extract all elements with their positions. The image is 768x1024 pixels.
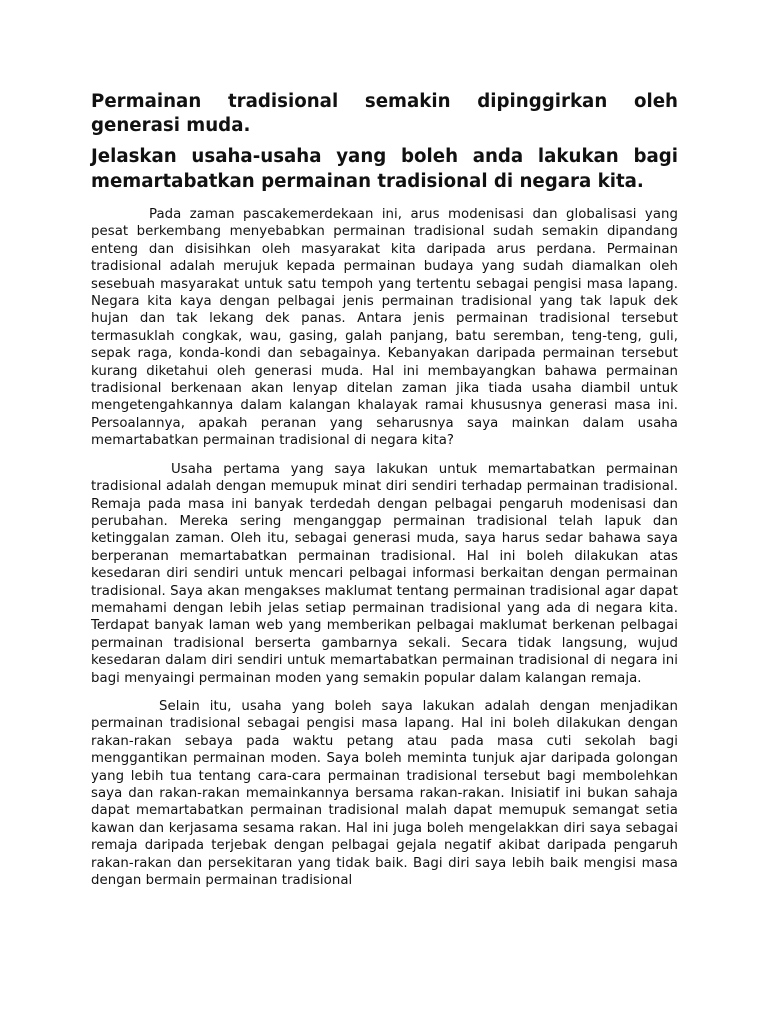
paragraph-point-two: Selain itu, usaha yang boleh saya lakukan adalah dengan menjadikan permainan tradisional sebagai pengisi masa lapang. Hal ini boleh dilakukan dengan rakan-rakan sebaya pada waktu petang atau pada masa cuti sekolah bagi menggantikan permainan moden. Saya boleh meminta tunjuk ajar daripada golongan yang lebih tua tentang cara-cara permainan tradisional tersebut bagi membolehkan saya dan rakan-rakan memainkannya bersama rakan-rakan. Inisiatif ini bukan sahaja dapat memartabatkan permainan tradisional malah dapat memupuk semangat setia kawan dan kerjasama sesama rakan. Hal ini juga boleh mengelakkan diri saya sebagai remaja daripada terjebak dengan pelbagai gejala negatif akibat daripada pengaruh rakan-rakan dan persekitaran yang tidak baik. Bagi diri saya lebih baik mengisi masa dengan bermain permainan tradisional [91, 698, 678, 889]
paragraph-introduction: Pada zaman pascakemerdekaan ini, arus modenisasi dan globalisasi yang pesat berkembang menyebabkan permainan tradisional sudah semakin dipandang enteng dan disisihkan oleh masyarakat kita daripada arus perdana. Permainan tradisional adalah merujuk kepada permainan budaya yang sudah diamalkan oleh sesebuah masyarakat untuk satu tempoh yang tertentu sebagai pengisi masa lapang. Negara kita kaya dengan pelbagai jenis permainan tradisional yang tak lapuk dek hujan dan tak lekang dek panas. Antara jenis permainan tradisional tersebut termasuklah congkak, wau, gasing, galah panjang, batu seremban, teng-teng, guli, sepak raga, konda-kondi dan sebagainya. Kebanyakan daripada permainan tersebut kurang diketahui oleh generasi muda. Hal ini membayangkan bahawa permainan tradisional berkenaan akan lenyap ditelan zaman jika tiada usaha diambil untuk mengetengahkannya dalam kalangan khalayak ramai khususnya generasi masa ini. Persoalannya, apakah peranan yang seharusnya saya mainkan dalam usaha memartabatkan permainan tradisional di negara kita? [91, 207, 678, 449]
paragraph-point-one: Usaha pertama yang saya lakukan untuk memartabatkan permainan tradisional adalah dengan memupuk minat diri sendiri terhadap permainan tradisional. Remaja pada masa ini banyak terdedah dengan pelbagai pengaruh modenisasi dan perubahan. Mereka sering menganggap permainan tradisional telah lapuk dan ketinggalan zaman. Oleh itu, sebagai generasi muda, saya harus sedar bahawa saya berperanan memartabatkan permainan tradisional. Hal ini boleh dilakukan atas kesedaran diri sendiri untuk mencari pelbagai informasi berkaitan dengan permainan tradisional. Saya akan mengakses maklumat tentang permainan tradisional agar dapat memahami dengan lebih jelas setiap permainan tradisional yang ada di negara kita. Terdapat banyak laman web yang memberikan pelbagai maklumat berkenan pelbagai permainan tradisional berserta gambarnya sekali. Secara tidak langsung, wujud kesedaran dalam diri sendiri untuk memartabatkan permainan tradisional di negara ini bagi menyaingi permainan moden yang semakin popular dalam kalangan remaja. [91, 461, 678, 686]
document-title: Permainan tradisional semakin dipinggirkan oleh generasi muda. [91, 91, 678, 136]
document-page [91, 90, 678, 889]
essay-question: Jelaskan usaha-usaha yang boleh anda lakukan bagi memartabatkan permainan tradisional di negara kita. [91, 146, 678, 192]
